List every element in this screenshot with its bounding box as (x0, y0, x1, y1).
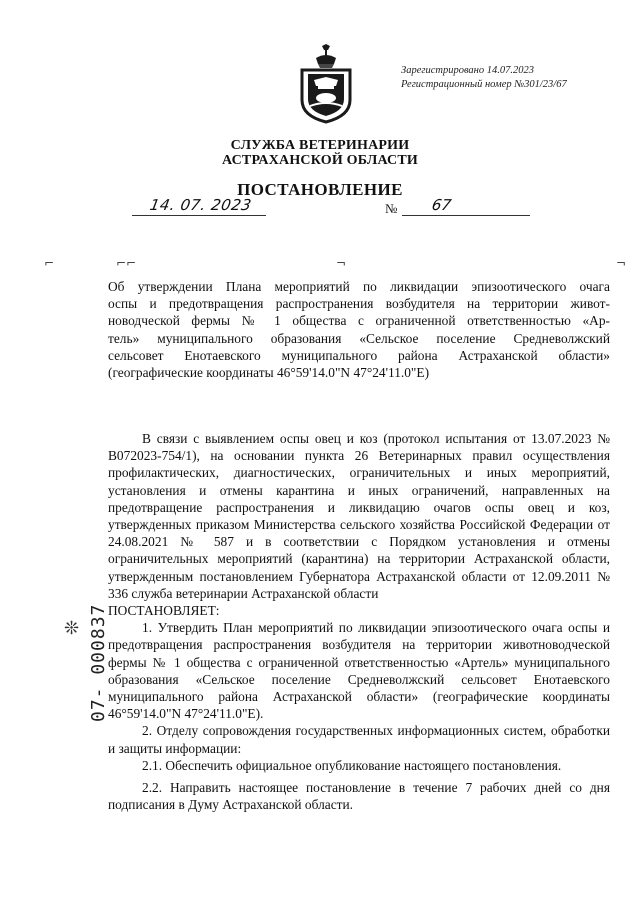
registration-date: Зарегистрировано 14.07.2023 (401, 65, 535, 76)
agency-name (0, 138, 640, 168)
agency-line-2: АСТРАХАНСКОЙ ОБЛАСТИ (221, 153, 418, 168)
subject-line: тель» муниципального образования «Сельское поселение Средневолжский (108, 330, 610, 346)
agency-line-1: СЛУЖБА ВЕТЕРИНАРИИ (230, 138, 410, 153)
corner-mark-far-right: ¬ (616, 256, 627, 270)
document-body (108, 430, 610, 813)
registration-note (401, 64, 567, 92)
item-1-paragraph: 1. Утвердить План мероприятий по ликвидации эпизоотического очага оспы и предотвращения распространения возбудителя на территории животноводческой фермы № 1 общества с ограниченной ответственностью «Артель» муниципального образования «Сельское поселение Средневолжский сельсовет Енотаевского муниципального района Астраханской области» (географические координаты 46°59'14.0"N 47°24'11.0"E). (108, 620, 610, 722)
subject-line: новодческой фермы № 1 общества с ограниченной ответственностью «Ар- (108, 313, 610, 329)
preamble-paragraph: В связи с выявлением оспы овец и коз (протокол испытания от 13.07.2023 № B072023-754/1), на основании пункта 26 Ветеринарных правил осуществления профилактических, диагностических, ограничительных и иных мероприятий, установления и отмены карантина и иных ограничений, направленных на предотвращение распространения и ликвидацию очагов оспы овец и коз, утвержденных приказом Министерства сельского хозяйства Российской Федерации от 24.08.2021 № 587 и в соответствии с Порядком установления и отмены ограничительных мероприятий (карантина) на территории Астраханской области, утвержденным постановлением Губернатора Астраханской области от 12.09.2011 № 336 служба ветеринарии Астраханской области (108, 431, 610, 601)
document-subject (108, 278, 610, 381)
corner-mark-right: ¬ (336, 256, 347, 270)
document-date: 14. 07. 2023 (148, 196, 254, 214)
number-underline (402, 197, 530, 216)
corner-mark-center: ⌐⌐ (116, 256, 137, 270)
item-2-paragraph: 2. Отделу сопровождения государственных информационных систем, обработки и защиты информации: (108, 723, 610, 756)
item-2-1-paragraph: 2.1. Обеспечить официальное опубликование настоящего постановления. (142, 757, 562, 773)
subject-line: (географические координаты 46°59'14.0"N 47°24'11.0"E) (108, 365, 430, 381)
coat-of-arms-icon (300, 44, 352, 124)
registration-number: Регистрационный номер №301/23/67 (401, 79, 567, 90)
decree-word: ПОСТАНОВЛЯЕТ: (108, 603, 220, 619)
subject-line: Об утверждении Плана мероприятий по ликвидации эпизоотического очага (108, 279, 610, 294)
side-registration-stamp: 07- 000837 (88, 603, 109, 722)
corner-mark-left: ⌐ (44, 256, 55, 270)
item-2-2-paragraph: 2.2. Направить настоящее постановление в течение 7 рабочих дней со дня подписания в Думу Астраханской области. (108, 780, 610, 813)
number-label: № (385, 201, 398, 216)
document-number: 67 (430, 196, 453, 214)
subject-line: сельсовет Енотаевского муниципального района Астраханской области» (108, 347, 610, 363)
subject-line: оспы и предотвращения распространения возбудителя на территории живот- (108, 296, 610, 312)
asterisk-mark-icon: ❊ (64, 618, 80, 638)
document-title: ПОСТАНОВЛЕНИЕ (237, 180, 403, 199)
